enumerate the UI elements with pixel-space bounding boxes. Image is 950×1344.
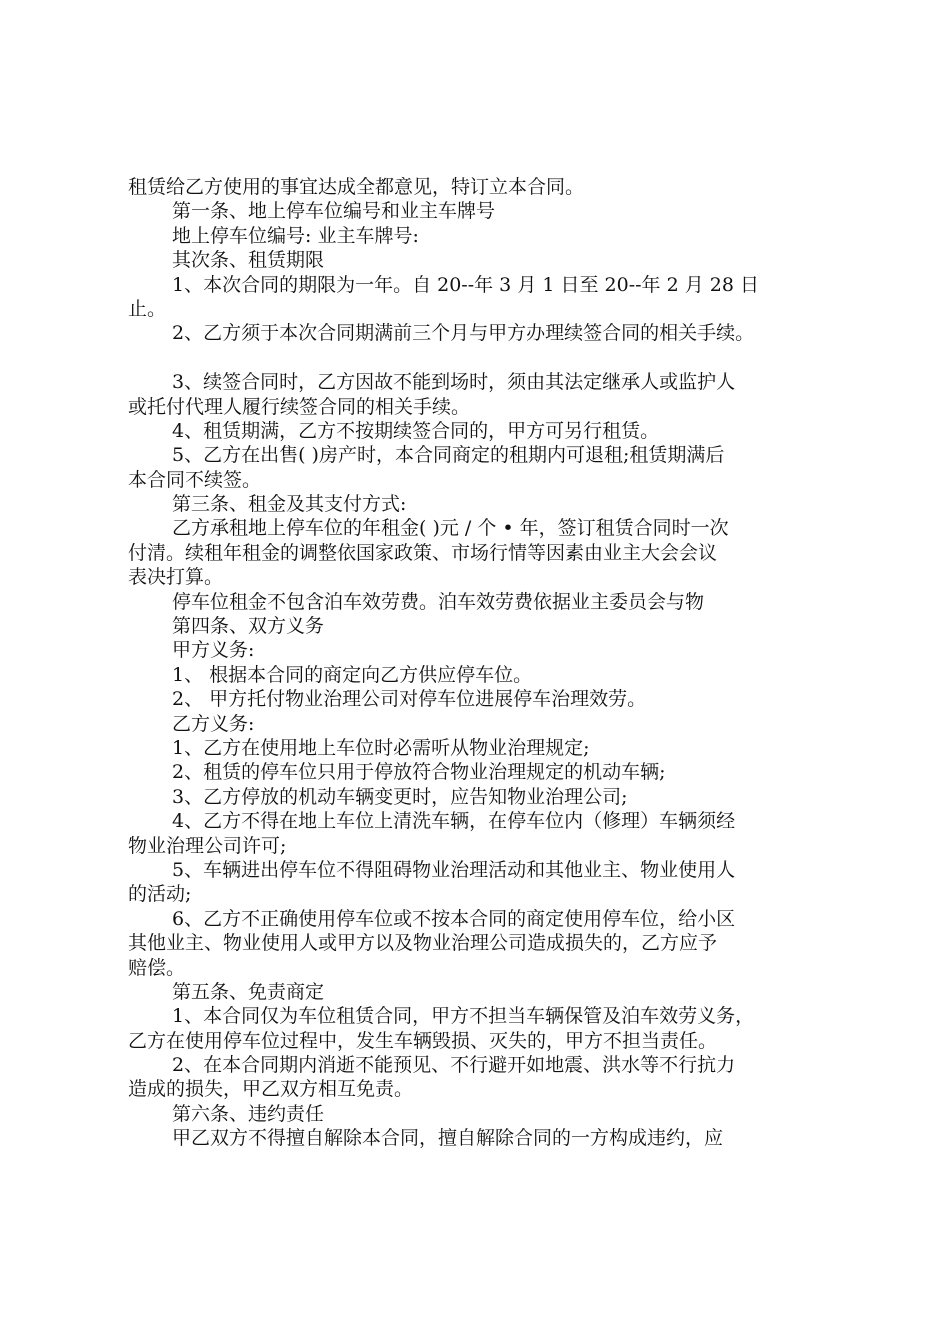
paragraph-line: 造成的损失，甲乙双方相互免责。 [128,1078,414,1101]
paragraph-line: 3、乙方停放的机动车辆变更时，应告知物业治理公司; [172,785,628,808]
paragraph-line: 本合同不续签。 [128,468,262,491]
paragraph-line: 停车位租金不包含泊车效劳费。泊车效劳费依据业主委员会与物 [172,590,705,613]
paragraph-line: 其他业主、物业使用人或甲方以及物业治理公司造成损失的，乙方应予 [128,932,718,955]
article-heading: 第一条、地上停车位编号和业主车牌号 [172,200,496,223]
article-heading: 第五条、免责商定 [172,980,325,1003]
paragraph-line: 4、乙方不得在地上车位上清洗车辆，在停车位内（修理）车辆须经 [172,810,736,833]
paragraph-line: 1、 根据本合同的商定向乙方供应停车位。 [172,663,533,686]
paragraph-line: 赔偿。 [128,956,186,979]
paragraph-line: 2、租赁的停车位只用于停放符合物业治理规定的机动车辆; [172,761,666,784]
paragraph-line: 5、车辆进出停车位不得阻碍物业治理活动和其他业主、物业使用人 [172,858,736,881]
paragraph-line: 表决打算。 [128,566,224,589]
article-heading: 第三条、租金及其支付方式: [172,493,407,516]
paragraph-line: 甲方义务: [172,639,255,662]
paragraph-line: 1、本合同仅为车位租赁合同，甲方不担当车辆保管及泊车效劳义务， [172,1005,755,1028]
paragraph-line: 租赁给乙方使用的事宜达成全都意见，特订立本合同。 [128,176,585,198]
blank-line [128,346,848,370]
paragraph-line: 止。 [128,297,167,320]
paragraph-line: 物业治理公司许可; [128,834,287,857]
article-heading: 第四条、双方义务 [172,615,325,638]
paragraph-line: 地上停车位编号: 业主车牌号: [172,224,419,247]
paragraph-line: 4、租赁期满，乙方不按期续签合同的，甲方可另行租赁。 [172,419,660,442]
paragraph-line: 乙方承租地上停车位的年租金( )元 / 个 • 年，签订租赁合同时一次 [172,517,729,540]
paragraph-line: 乙方在使用停车位过程中，发生车辆毁损、灭失的，甲方不担当责任。 [128,1029,718,1052]
paragraph-line: 1、本次合同的期限为一年。自 20--年 3 月 1 日至 20--年 2 月 28 日 [172,273,759,296]
article-heading: 第六条、违约责任 [172,1102,325,1125]
paragraph-line: 的活动; [128,883,192,906]
paragraph-line: 2、在本合同期内消逝不能预见、不行避开如地震、洪水等不行抗力 [172,1054,736,1077]
paragraph-line: 3、续签合同时，乙方因故不能到场时，须由其法定继承人或监护人 [172,371,736,394]
article-heading: 其次条、租赁期限 [172,249,325,272]
contract-body [128,175,848,1151]
paragraph-line: 乙方义务: [172,712,255,735]
paragraph-line: 甲乙双方不得擅自解除本合同，擅自解除合同的一方构成违约，应 [172,1127,724,1150]
paragraph-line: 6、乙方不正确使用停车位或不按本合同的商定使用停车位，给小区 [172,907,736,930]
paragraph-line: 2、 甲方托付物业治理公司对停车位进展停车治理效劳。 [172,688,647,711]
paragraph-line: 或托付代理人履行续签合同的相关手续。 [128,395,471,418]
paragraph-line: 付清。续租年租金的调整依国家政策、市场行情等因素由业主大会会议 [128,541,718,564]
paragraph-line: 5、乙方在出售( )房产时，本合同商定的租期内可退租;租赁期满后 [172,444,725,467]
paragraph-line: 1、乙方在使用地上车位时必需听从物业治理规定; [172,736,590,759]
paragraph-line: 2、乙方须于本次合同期满前三个月与甲方办理续签合同的相关手续。 [172,322,755,345]
